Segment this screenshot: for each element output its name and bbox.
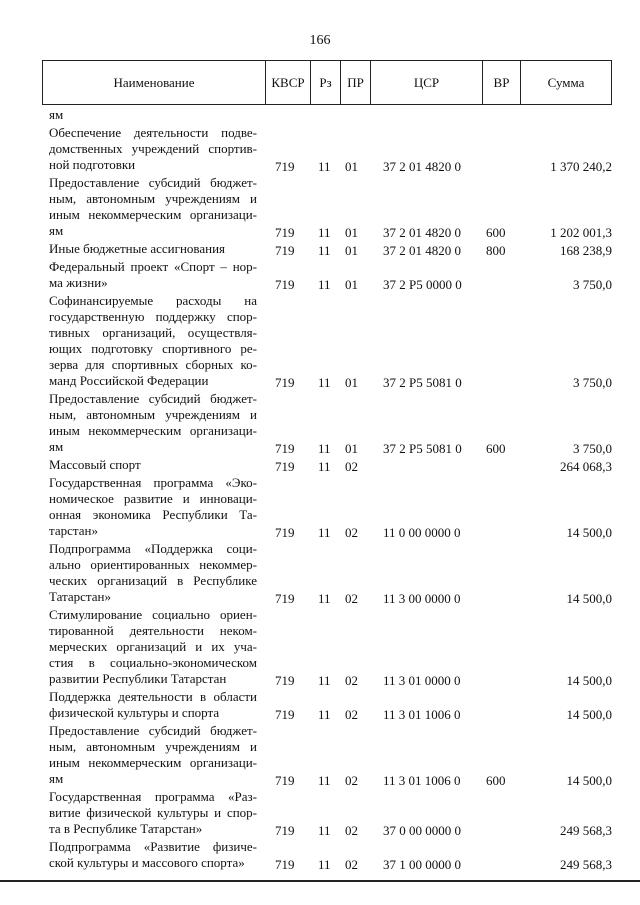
cell-sum: 1 202 001,3 [550, 225, 612, 240]
cell-sum: 14 500,0 [566, 591, 612, 606]
header-kvsr: КВСР [265, 61, 310, 104]
name-line: ющих подготовку спортивного ре- [49, 341, 257, 356]
cell-sum: 3 750,0 [573, 277, 612, 292]
name-line: ям [49, 107, 64, 122]
cell-sum: 264 068,3 [560, 459, 612, 474]
name-line: ным, автономным учреждениям и [49, 407, 257, 422]
cell-rz: 11 [318, 707, 331, 722]
name-line: развитии Республики Татарстан [49, 671, 227, 686]
cell-sum: 3 750,0 [573, 375, 612, 390]
cell-csr: 11 0 00 0000 0 [383, 525, 461, 540]
cell-pr: 01 [345, 243, 358, 258]
table-row [0, 241, 640, 259]
cell-kvsr: 719 [275, 441, 295, 456]
cell-kvsr: 719 [275, 591, 295, 606]
table-row [0, 475, 640, 541]
table-row [0, 607, 640, 689]
row-name [49, 723, 257, 787]
table-row [0, 789, 640, 839]
cell-pr: 02 [345, 857, 358, 872]
name-line: иным некоммерческим организаци- [49, 423, 257, 438]
bottom-rule [0, 880, 640, 882]
header-rz: Рз [310, 61, 340, 104]
name-line: Государственная программа «Раз- [49, 789, 257, 804]
cell-sum: 249 568,3 [560, 857, 612, 872]
name-line: номическое развитие и инноваци- [49, 491, 257, 506]
name-line: государственную поддержку спор- [49, 309, 257, 324]
row-name [49, 839, 257, 871]
cell-rz: 11 [318, 159, 331, 174]
cell-vr: 600 [486, 225, 506, 240]
cell-csr: 37 2 01 4820 0 [383, 225, 461, 240]
cell-csr: 37 2 01 4820 0 [383, 159, 461, 174]
name-line: Предоставление субсидий бюджет- [49, 175, 257, 190]
header-name: Наименование [113, 74, 195, 90]
name-line: Государственная программа «Эко- [49, 475, 257, 490]
name-line: ным, автономным учреждениям и [49, 739, 257, 754]
cell-csr: 37 2 P5 5081 0 [383, 375, 462, 390]
name-line: ям [49, 771, 64, 786]
row-name [49, 475, 257, 539]
cell-pr: 02 [345, 673, 358, 688]
cell-rz: 11 [318, 243, 331, 258]
name-line: Обеспечение деятельности подве- [49, 125, 257, 140]
name-line: ально ориентированных некоммер- [49, 557, 257, 572]
cell-kvsr: 719 [275, 525, 295, 540]
table-row [0, 689, 640, 723]
table-row [0, 391, 640, 457]
table-row [0, 175, 640, 241]
name-line: онная экономика Республики Та- [49, 507, 257, 522]
cell-rz: 11 [318, 277, 331, 292]
cell-csr: 37 1 00 0000 0 [383, 857, 461, 872]
table-row [0, 839, 640, 873]
name-line: та в Республике Татарстан» [49, 821, 203, 836]
name-line: Стимулирование социально ориен- [49, 607, 257, 622]
table-row [0, 259, 640, 293]
name-line: ной подготовки [49, 157, 136, 172]
cell-sum: 168 238,9 [560, 243, 612, 258]
cell-csr: 11 3 01 0000 0 [383, 673, 461, 688]
row-name [49, 689, 257, 721]
cell-sum: 14 500,0 [566, 773, 612, 788]
name-line: Предоставление субсидий бюджет- [49, 391, 257, 406]
cell-kvsr: 719 [275, 673, 295, 688]
row-name [49, 293, 257, 389]
cell-rz: 11 [318, 591, 331, 606]
cell-kvsr: 719 [275, 225, 295, 240]
cell-csr: 11 3 01 1006 0 [383, 707, 461, 722]
row-name [49, 107, 257, 123]
name-line: ям [49, 223, 64, 238]
cell-pr: 02 [345, 773, 358, 788]
table-row [0, 293, 640, 391]
row-name [49, 241, 257, 257]
name-line: Татарстан» [49, 589, 111, 604]
name-line: тарстан» [49, 523, 98, 538]
cell-sum: 14 500,0 [566, 673, 612, 688]
row-name [49, 789, 257, 837]
header-pr: ПР [340, 61, 370, 104]
row-name [49, 125, 257, 173]
header-sum: Сумма [520, 61, 611, 104]
row-name [49, 541, 257, 605]
name-line: Поддержка деятельности в области [49, 689, 257, 704]
cell-pr: 01 [345, 441, 358, 456]
name-line: тивных организаций, осуществля- [49, 325, 257, 340]
cell-kvsr: 719 [275, 243, 295, 258]
cell-kvsr: 719 [275, 159, 295, 174]
cell-csr: 37 0 00 0000 0 [383, 823, 461, 838]
page-number: 166 [309, 33, 331, 48]
cell-vr: 600 [486, 441, 506, 456]
table-row [0, 107, 640, 125]
name-line: физической культуры и спорта [49, 705, 220, 720]
cell-kvsr: 719 [275, 857, 295, 872]
row-name [49, 457, 257, 473]
row-name [49, 391, 257, 455]
name-line: Иные бюджетные ассигнования [49, 241, 226, 256]
row-name [49, 607, 257, 687]
name-line: домственных учреждений спортив- [49, 141, 257, 156]
cell-kvsr: 719 [275, 375, 295, 390]
table-row [0, 457, 640, 475]
cell-pr: 02 [345, 459, 358, 474]
name-line: ным, автономным учреждениям и [49, 191, 257, 206]
cell-pr: 01 [345, 225, 358, 240]
cell-vr: 600 [486, 773, 506, 788]
cell-csr: 11 3 00 0000 0 [383, 591, 461, 606]
cell-csr: 11 3 01 1006 0 [383, 773, 461, 788]
cell-sum: 14 500,0 [566, 707, 612, 722]
name-line: витие физической культуры и спор- [49, 805, 257, 820]
cell-rz: 11 [318, 673, 331, 688]
name-line: Предоставление субсидий бюджет- [49, 723, 257, 738]
cell-pr: 02 [345, 591, 358, 606]
cell-kvsr: 719 [275, 773, 295, 788]
name-line: иным некоммерческим организаци- [49, 207, 257, 222]
cell-csr: 37 2 01 4820 0 [383, 243, 461, 258]
cell-csr: 37 2 P5 0000 0 [383, 277, 462, 292]
cell-kvsr: 719 [275, 707, 295, 722]
cell-rz: 11 [318, 375, 331, 390]
name-line: стия в социально-экономическом [49, 655, 257, 670]
cell-kvsr: 719 [275, 823, 295, 838]
cell-rz: 11 [318, 773, 331, 788]
cell-pr: 02 [345, 707, 358, 722]
table-body [0, 107, 640, 873]
table-row [0, 723, 640, 789]
cell-rz: 11 [318, 525, 331, 540]
cell-sum: 14 500,0 [566, 525, 612, 540]
row-name [49, 259, 257, 291]
name-line: манд Российской Федерации [49, 373, 209, 388]
cell-pr: 02 [345, 525, 358, 540]
cell-sum: 1 370 240,2 [550, 159, 612, 174]
table-header [42, 60, 612, 105]
cell-kvsr: 719 [275, 459, 295, 474]
name-line: тированной деятельности неком- [49, 623, 257, 638]
cell-rz: 11 [318, 823, 331, 838]
cell-rz: 11 [318, 441, 331, 456]
cell-sum: 249 568,3 [560, 823, 612, 838]
cell-pr: 02 [345, 823, 358, 838]
cell-rz: 11 [318, 225, 331, 240]
row-name [49, 175, 257, 239]
name-line: ям [49, 439, 64, 454]
name-line: мерческих организаций и их уча- [49, 639, 257, 654]
name-line: Подпрограмма «Поддержка соци- [49, 541, 257, 556]
name-line: иным некоммерческим организаци- [49, 755, 257, 770]
header-csr: ЦСР [370, 61, 482, 104]
cell-csr: 37 2 P5 5081 0 [383, 441, 462, 456]
cell-kvsr: 719 [275, 277, 295, 292]
name-line: зерва для спортивных сборных ко- [49, 357, 257, 372]
cell-pr: 01 [345, 375, 358, 390]
name-line: ской культуры и массового спорта» [49, 855, 245, 870]
cell-rz: 11 [318, 459, 331, 474]
name-line: Подпрограмма «Развитие физиче- [49, 839, 257, 854]
cell-rz: 11 [318, 857, 331, 872]
name-line: ческих организаций в Республике [49, 573, 257, 588]
cell-sum: 3 750,0 [573, 441, 612, 456]
table-row [0, 125, 640, 175]
cell-pr: 01 [345, 277, 358, 292]
table-row [0, 541, 640, 607]
name-line: Софинансируемые расходы на [49, 293, 257, 308]
name-line: Массовый спорт [49, 457, 141, 472]
header-vr: ВР [482, 61, 520, 104]
cell-vr: 800 [486, 243, 506, 258]
name-line: ма жизни» [49, 275, 108, 290]
name-line: Федеральный проект «Спорт – нор- [49, 259, 257, 274]
cell-pr: 01 [345, 159, 358, 174]
